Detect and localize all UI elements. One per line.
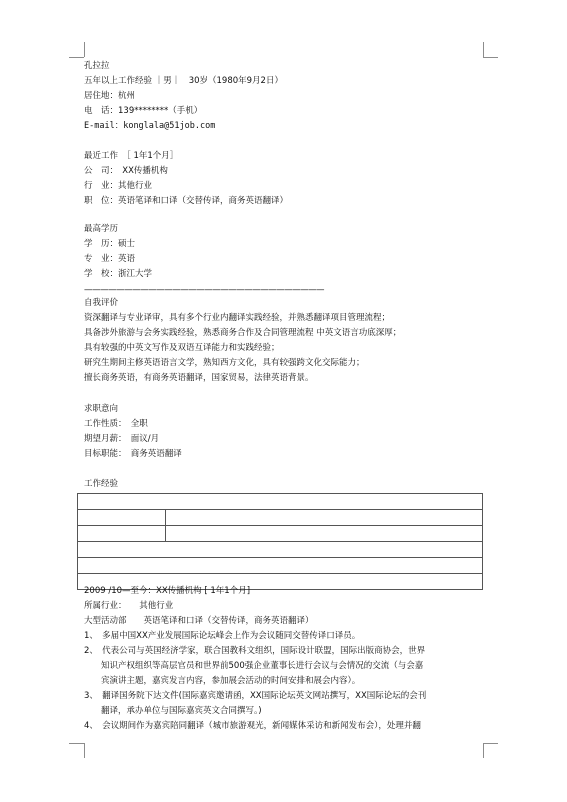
job-intent-title: 求职意向 — [84, 404, 119, 414]
table-row — [78, 542, 483, 558]
crop-mark — [84, 42, 85, 57]
work-item: 3、 翻译国务院下达文件(国际嘉宾邀请函，XX国际论坛英文网站撰写，XX国际论坛的会刊 — [84, 691, 427, 701]
work-industry: 所属行业： 其他行业 — [84, 601, 174, 611]
self-eval-line: 具备涉外旅游与会务实践经验，熟悉商务合作及合同管理流程 中英文语言功底深厚； — [84, 328, 402, 338]
recent-job-position: 职 位：英语笔译和口译（交替传译，商务英语翻译） — [84, 196, 289, 206]
table-cell — [166, 526, 483, 542]
crop-mark — [483, 42, 484, 57]
email: E-mail：konglala@51job.com — [84, 121, 216, 131]
table-cell — [78, 494, 483, 510]
crop-mark — [84, 743, 85, 758]
table-row — [78, 558, 483, 574]
work-period: 2009 /10—至今：XX传播机构 [ 1年1个月] — [84, 586, 251, 596]
table-cell — [78, 510, 166, 526]
recent-job-title: 最近工作 ［ 1年1个月］ — [84, 151, 179, 161]
recent-job-industry: 行 业：其他行业 — [84, 181, 153, 191]
table-cell — [166, 510, 483, 526]
residence: 居住地：杭州 — [84, 91, 136, 101]
work-item: 2、 代表公司与英国经济学家，联合国教科文组织，国际设计联盟，国际出版商协会，世界 — [84, 646, 426, 656]
candidate-name: 孔拉拉 — [84, 61, 110, 71]
self-eval-line: 研究生期间主修英语语言文学，熟知西方文化，具有较强跨文化交际能力； — [84, 358, 365, 368]
work-item: 4、 会议期间作为嘉宾陪同翻译（城市旅游观光，新闻媒体采访和新闻发布会），处理并翻 — [84, 721, 421, 731]
education-title: 最高学历 — [84, 224, 119, 234]
candidate-summary: 五年以上工作经验 ｜男｜ 30岁（1980年9月2日） — [84, 76, 283, 86]
table-row — [78, 526, 483, 542]
self-eval-line: 资深翻译与专业译审，具有多个行业内翻译实践经验，并熟悉翻译项目管理流程； — [84, 313, 391, 323]
table-cell — [78, 542, 483, 558]
self-eval-title: 自我评价 — [84, 298, 119, 308]
work-item: 宾演讲主题，嘉宾发言内容，参加展会活动的时间安排和展会内容）。 — [84, 676, 361, 686]
job-intent-salary: 期望月薪： 面议/月 — [84, 434, 160, 444]
work-item: 翻译，承办单位与国际嘉宾英文合同撰写。) — [84, 706, 262, 716]
table-cell — [78, 558, 483, 574]
education-degree: 学 历：硕士 — [84, 239, 136, 249]
table-row — [78, 510, 483, 526]
phone: 电 话：139********（手机） — [84, 106, 203, 116]
recent-job-company: 公 司： XX传播机构 — [84, 166, 168, 176]
table-cell — [78, 526, 166, 542]
crop-mark — [483, 743, 484, 758]
work-experience-table — [77, 493, 483, 590]
crop-mark — [69, 743, 84, 744]
job-intent-nature: 工作性质： 全职 — [84, 419, 148, 429]
self-eval-line: 具有较强的中英文写作及双语互译能力和实践经验； — [84, 343, 280, 353]
separator-line: —————————————————————————————— — [84, 285, 324, 295]
crop-mark — [69, 57, 84, 58]
work-experience-title: 工作经验 — [84, 479, 119, 489]
self-eval-line: 擅长商务英语，有商务英语翻译，国家贸易，法律英语背景。 — [84, 373, 314, 383]
table-row — [78, 494, 483, 510]
crop-mark — [483, 57, 498, 58]
crop-mark — [483, 743, 498, 744]
work-dept: 大型活动部 英语笔译和口译（交替传译，商务英语翻译） — [84, 616, 314, 626]
work-item: 1、 多届中国XX产业发展国际论坛峰会上作为会议随同交替传译口译员。 — [84, 631, 361, 641]
job-intent-target: 目标职能： 商务英语翻译 — [84, 449, 182, 459]
education-major: 专 业：英语 — [84, 254, 136, 264]
education-school: 学 校：浙江大学 — [84, 269, 153, 279]
work-item: 知识产权组织等高层官员和世界前500强企业董事长进行会议与会情况的交流（与会嘉 — [84, 661, 424, 671]
